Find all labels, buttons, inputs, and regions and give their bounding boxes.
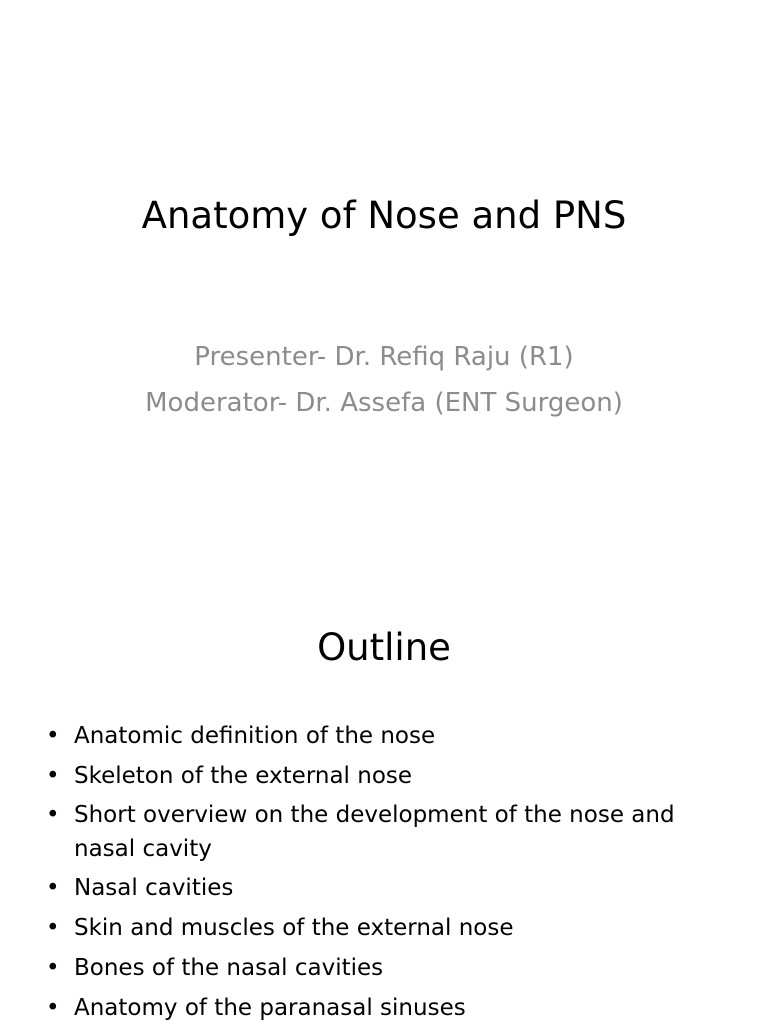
bullet-icon: • xyxy=(46,915,60,941)
bullet-icon: • xyxy=(46,723,60,749)
list-item xyxy=(46,798,726,866)
outline-list xyxy=(46,718,726,1030)
list-item-text: Anatomic definition of the nose xyxy=(74,723,436,749)
bullet-icon: • xyxy=(46,802,60,828)
bullet-icon: • xyxy=(46,763,60,789)
outline-slide xyxy=(0,576,768,1024)
list-item-text: Skin and muscles of the external nose xyxy=(74,915,514,941)
list-item xyxy=(46,870,726,906)
presenter-line: Presenter- Dr. Refiq Raju (R1) xyxy=(194,342,574,372)
list-item xyxy=(46,718,726,754)
list-item-text: Skeleton of the external nose xyxy=(74,763,413,789)
list-item-text: Anatomy of the paranasal sinuses xyxy=(74,995,466,1021)
bullet-icon: • xyxy=(46,955,60,981)
list-item xyxy=(46,990,726,1026)
list-item xyxy=(46,758,726,794)
list-item-text: Short overview on the development of the nose and nasal cavity xyxy=(74,802,675,862)
list-item-text: Bones of the nasal cavities xyxy=(74,955,384,981)
list-item-text: Nasal cavities xyxy=(74,875,234,901)
bullet-icon: • xyxy=(46,875,60,901)
slide-title: Anatomy of Nose and PNS xyxy=(141,194,627,237)
slide-subtitle xyxy=(0,334,768,426)
list-item xyxy=(46,910,726,946)
moderator-line: Moderator- Dr. Assefa (ENT Surgeon) xyxy=(145,388,623,418)
list-item xyxy=(46,950,726,986)
outline-title: Outline xyxy=(317,626,451,669)
bullet-icon: • xyxy=(46,995,60,1021)
